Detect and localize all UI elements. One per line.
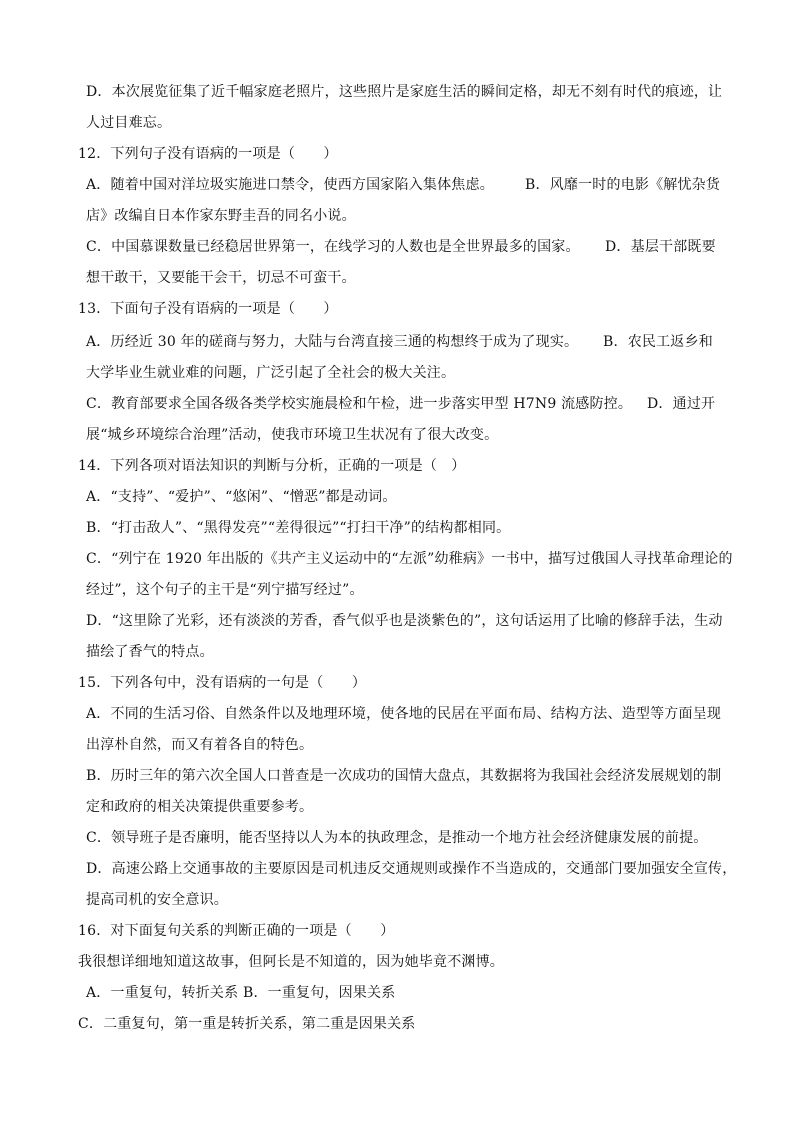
question-14: 14．下列各项对语法知识的判断与分析，正确的一项是（ ） — [78, 458, 466, 474]
q15-option-b-cont: 定和政府的相关决策提供重要参考。 — [86, 799, 314, 815]
q12-option-b-cont: 店》改编自日本作家东野圭吾的同名小说。 — [86, 208, 356, 224]
q16-options-ab: A．一重复句，转折关系 B．一重复句，因果关系 — [86, 985, 396, 1001]
q12-option-a: A．随着中国对洋垃圾实施进口禁令，使西方国家陷入集体焦虑。 — [86, 177, 494, 193]
q12-option-d-cont: 想干敢干，又要能干会干，切忌不可蛮干。 — [86, 270, 356, 286]
q12-option-c: C．中国慕课数量已经稳居世界第一，在线学习的人数也是全世界最多的国家。 — [86, 239, 580, 255]
q12-option-b: B．风靡一时的电影《解忧杂货 — [525, 177, 721, 193]
question-12: 12．下列句子没有语病的一项是（ ） — [78, 146, 338, 162]
q15-option-c: C．领导班子是否廉明，能否坚持以人为本的执政理念，是推动一个地方社会经济健康发展的前提。 — [86, 830, 708, 846]
q15-option-a: A．不同的生活习俗、自然条件以及地理环境，使各地的民居在平面布局、结构方法、造型等方面呈现 — [86, 706, 722, 722]
q16-sentence: 我很想详细地知道这故事，但阿长是不知道的，因为她毕竟不渊博。 — [78, 954, 504, 970]
q14-option-a: A．“支持”、“爱护”、“悠闲”、“憎恶”都是动词。 — [86, 489, 397, 505]
q13-option-b: B．农民工返乡和 — [603, 334, 713, 350]
q14-option-b: B．“打击敌人”、“黑得发亮”“差得很远”“打扫干净”的结构都相同。 — [86, 520, 511, 536]
q15-option-d-cont: 提高司机的安全意识。 — [86, 892, 228, 908]
option-d-line2: 人过目难忘。 — [86, 115, 172, 131]
q14-option-c: C．“列宁在 1920 年出版的《共产主义运动中的“左派”幼稚病》一书中，描写过俄国人寻找革命理论的 — [86, 551, 733, 567]
q13-option-d-cont: 展“城乡环境综合治理”活动，使我市环境卫生状况有了很大改变。 — [86, 427, 499, 443]
q13-option-d: D．通过开 — [647, 396, 716, 412]
question-15: 15．下列各句中，没有语病的一句是（ ） — [78, 675, 367, 691]
q13-option-a: A．历经近 30 年的磋商与努力，大陆与台湾直接三通的构想终于成为了现实。 — [86, 334, 579, 350]
q13-option-b-cont: 大学毕业生就业难的问题，广泛引起了全社会的极大关注。 — [86, 365, 456, 381]
q15-option-a-cont: 出淳朴自然，而又有着各自的特色。 — [86, 737, 314, 753]
q16-option-c: C．二重复句，第一重是转折关系，第二重是因果关系 — [78, 1016, 416, 1032]
q14-option-c-cont: 经过”，这个句子的主干是“列宁描写经过”。 — [86, 582, 364, 598]
q12-option-d: D．基层干部既要 — [605, 239, 716, 255]
option-d-line1: D．本次展览征集了近千幅家庭老照片，这些照片是家庭生活的瞬间定格，却无不刻有时代的痕迹，让 — [86, 84, 723, 100]
q13-option-c: C．教育部要求全国各级各类学校实施晨检和午检，进一步落实甲型 H7N9 流感防控。 — [86, 396, 633, 412]
q15-option-b: B．历时三年的第六次全国人口普查是一次成功的国情大盘点，其数据将为我国社会经济发展规划的制 — [86, 768, 722, 784]
q15-option-d: D．高速公路上交通事故的主要原因是司机违反交通规则或操作不当造成的，交通部门要加强安全宣传， — [86, 861, 737, 877]
q14-option-d-cont: 描绘了香气的特点。 — [86, 644, 214, 660]
question-16: 16．对下面复句关系的判断正确的一项是（ ） — [78, 923, 395, 939]
question-13: 13．下面句子没有语病的一项是（ ） — [78, 301, 338, 317]
q14-option-d: D．“这里除了光彩，还有淡淡的芳香，香气似乎也是淡紫色的”，这句话运用了比喻的修辞手法，生动 — [86, 613, 723, 629]
